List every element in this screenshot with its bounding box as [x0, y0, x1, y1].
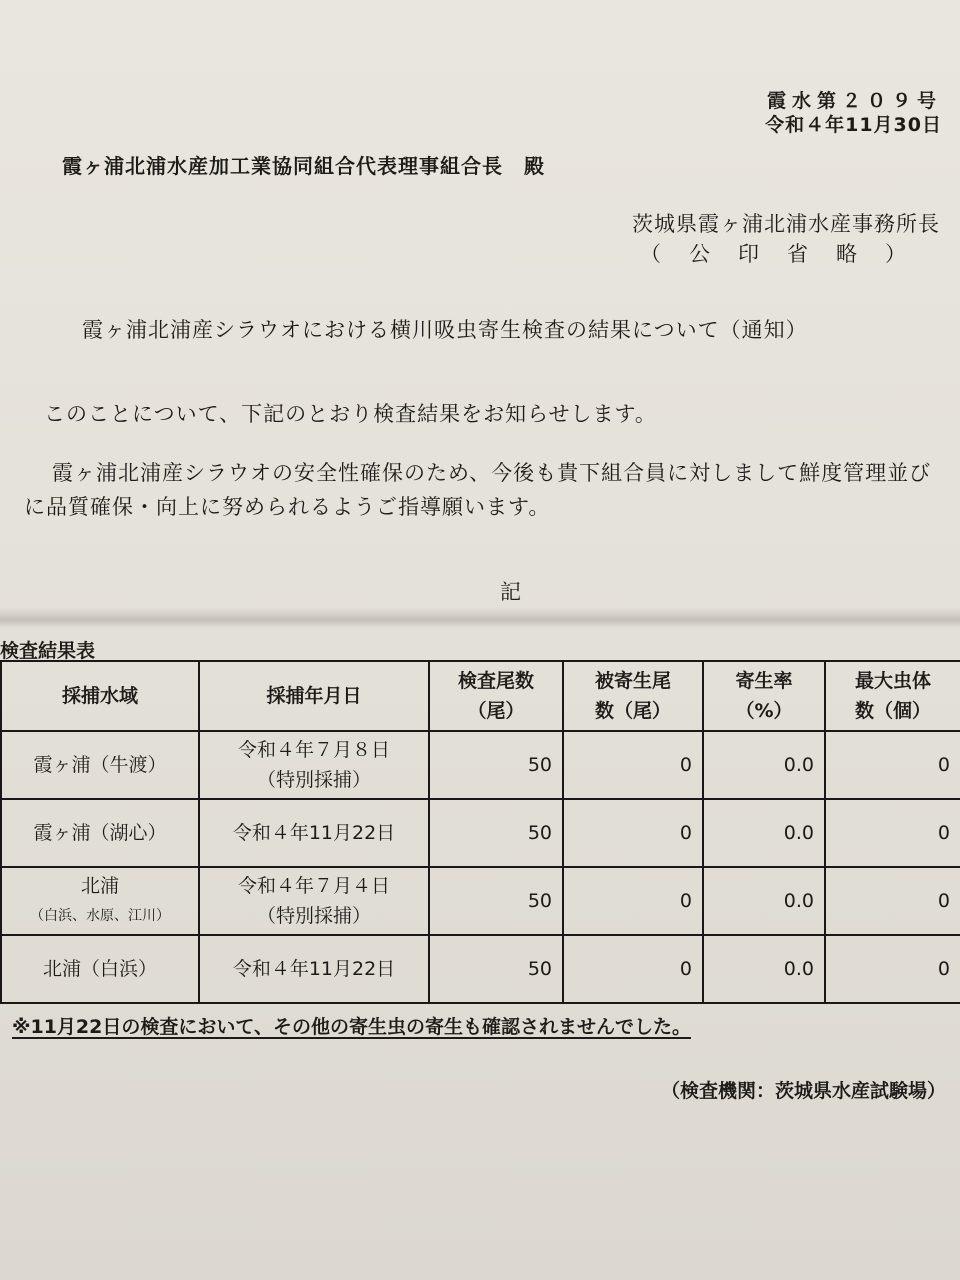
cell-date	[199, 935, 429, 1003]
header-date: 採捕年月日	[199, 661, 429, 731]
header-max-line1: 最大虫体	[854, 670, 931, 692]
date-sub-text: （特別採捕）	[256, 769, 371, 791]
cell-max: 0	[825, 731, 960, 799]
cell-rate: 0.0	[703, 799, 825, 867]
cell-parasitized: 0	[563, 731, 703, 799]
table-title: 検査結果表	[0, 640, 96, 662]
paper-fold	[0, 608, 960, 628]
ki-heading: 記	[500, 580, 521, 604]
header-parasitized	[563, 661, 703, 731]
cell-max: 0	[825, 935, 960, 1003]
sender-title: 茨城県霞ヶ浦北浦水産事務所長	[632, 212, 940, 236]
cell-max: 0	[825, 799, 960, 867]
cell-inspected: 50	[429, 935, 563, 1003]
header-rate	[703, 661, 825, 731]
area-text: 霞ヶ浦（牛渡）	[33, 754, 167, 776]
date-text: 令和４年７月４日	[237, 875, 390, 897]
cell-parasitized: 0	[563, 867, 703, 935]
table-row	[1, 935, 960, 1003]
cell-rate: 0.0	[703, 731, 825, 799]
cell-date	[199, 799, 429, 867]
area-text: 北浦	[80, 875, 119, 897]
table-row	[1, 799, 960, 867]
cell-max: 0	[825, 867, 960, 935]
date-sub-text: （特別採捕）	[256, 905, 371, 927]
header-parasitized-line2: 数（尾）	[594, 700, 671, 722]
cell-area	[1, 731, 199, 799]
date-text: 令和４年11月22日	[232, 958, 396, 980]
document-number: 霞水第２０９号	[766, 90, 942, 112]
header-inspected-line2: （尾）	[467, 700, 525, 722]
cell-area	[1, 867, 199, 935]
table-header-row	[1, 661, 960, 731]
date-text: 令和４年７月８日	[237, 739, 390, 761]
cell-parasitized: 0	[563, 935, 703, 1003]
cell-area	[1, 799, 199, 867]
inspection-agency: （検査機関：茨城県水産試験場）	[660, 1080, 946, 1102]
header-inspected-line1: 検査尾数	[457, 670, 534, 692]
date-text: 令和４年11月22日	[232, 822, 396, 844]
cell-inspected: 50	[429, 731, 563, 799]
cell-rate: 0.0	[703, 935, 825, 1003]
table-row	[1, 867, 960, 935]
recipient: 霞ヶ浦北浦水産加工業協同組合代表理事組合長 殿	[62, 154, 545, 178]
table-row	[1, 731, 960, 799]
cell-inspected: 50	[429, 799, 563, 867]
header-rate-line1: 寄生率	[735, 670, 793, 692]
area-text: 北浦（白浜）	[42, 958, 157, 980]
cell-area	[1, 935, 199, 1003]
document-date: 令和４年11月30日	[765, 114, 942, 136]
body-paragraph-1: このことについて、下記のとおり検査結果をお知らせします。	[44, 402, 657, 426]
header-area: 採捕水域	[1, 661, 199, 731]
header-inspected	[429, 661, 563, 731]
cell-inspected: 50	[429, 867, 563, 935]
seal-omitted: （公印省略）	[640, 242, 934, 266]
header-parasitized-line1: 被寄生尾	[594, 670, 671, 692]
header-max-line2: 数（個）	[854, 700, 931, 722]
cell-rate: 0.0	[703, 867, 825, 935]
footnote: ※11月22日の検査において、その他の寄生虫の寄生も確認されませんでした。	[12, 1016, 691, 1038]
area-text: 霞ヶ浦（湖心）	[33, 822, 167, 844]
body-paragraph-2: 霞ヶ浦北浦産シラウオの安全性確保のため、今後も貴下組合員に対しまして鮮度管理並びに品質確保・向上に努められるようご指導願います。	[24, 461, 932, 519]
cell-parasitized: 0	[563, 799, 703, 867]
results-table	[0, 660, 960, 1004]
header-rate-line2: （%）	[735, 700, 793, 722]
area-sub-text: （白浜、水原、江川）	[30, 908, 170, 924]
subject-line: 霞ヶ浦北浦産シラウオにおける横川吸虫寄生検査の結果について（通知）	[82, 318, 808, 342]
header-max	[825, 661, 960, 731]
cell-date	[199, 867, 429, 935]
cell-date	[199, 731, 429, 799]
